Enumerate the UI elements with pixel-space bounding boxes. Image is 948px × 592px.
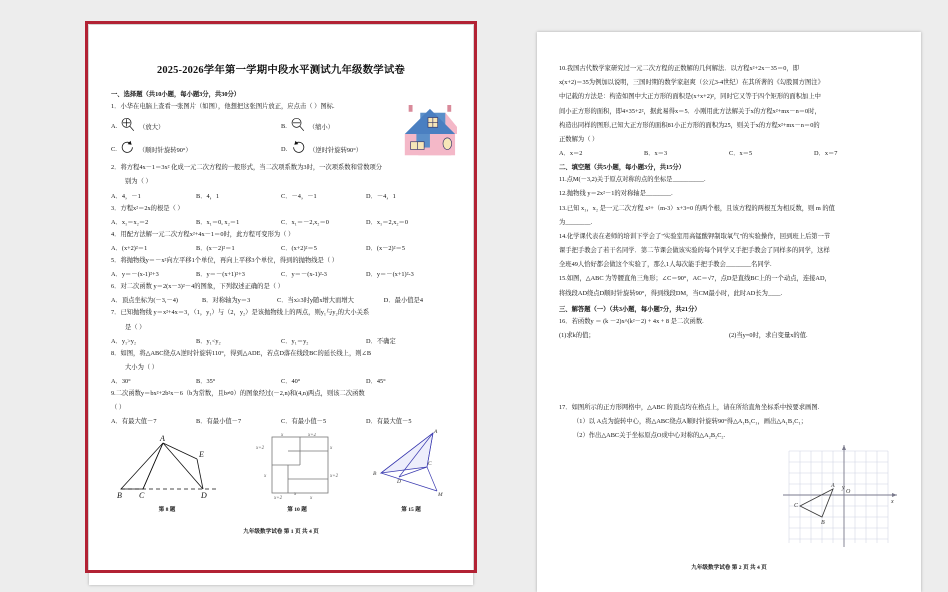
rotate-ccw-icon[interactable] [290,140,306,158]
option-a[interactable]: A．y₁>y₂ [111,337,137,345]
option-d[interactable]: D．有最大值－5 [366,418,412,426]
question-14-line2: 课手把手教会了若干名同学．第二节课会做该实验的每个同学又手把手教会了同样多的同学，这样 [559,247,830,255]
coordinate-grid-figure [781,445,899,549]
option-d[interactable]: D．x₁＝2,x₂＝0 [366,218,408,226]
svg-text:y: y [842,484,845,491]
rotated-house-image [399,103,457,165]
question-16-stem: 16．若函数y ＝ (k －2)x^(k²－2) + 4x + 8 是二次函数. [559,317,704,325]
question-10-line6: 正数解为（ ） [559,135,599,143]
question-9-stem-line1: 9.二次函数y＝bx²+2b²x－6（b为常数，且b≠0）的图象经过(－2,n)和(4,n)两点，则该二次函数 [111,390,365,398]
option-d[interactable]: D．45° [366,378,386,386]
option-d[interactable]: D．不确定 [366,337,396,345]
option-a[interactable]: A．x＝2 [559,150,583,158]
figure-q15 [371,429,451,513]
option-c[interactable]: C．(x+2)²＝5 [281,244,317,252]
option-a[interactable]: A．4，－1 [111,192,141,200]
zoom-out-icon[interactable] [290,117,306,135]
option-c[interactable]: C．40° [281,378,301,386]
question-9-options [111,416,451,425]
section-heading-solve: 三、解答题（一）（共3小题，每小题7分，共21分） [559,305,701,313]
question-7-stem-line1: 7．已知抛物线 y＝x²+4x＝3，（1，y₁）与（2，y₂）是该抛物线上的两点，则y₁与y₂的大小关系 [111,309,370,317]
svg-text:x: x [281,433,284,439]
question-17-part-1: （1）以 A点为旋转中心，将△ABC绕点A顺时针旋转90°得△A₁B₁C₁，画出△A₁B₁C₁； [573,418,808,426]
svg-text:x+2: x+2 [330,474,339,480]
question-6-stem: 6．对二次函数 y＝2(x－3)²－4的图象，下列叙述正确的是（ ） [111,283,284,291]
question-10-line1: 10.我国古代数学家研究过一元二次方程的正数解的几何解法．以方程x²+2x－35＝0，即 [559,65,799,72]
svg-text:C: C [794,502,799,509]
option-a-text: （放大） [139,123,165,131]
option-d[interactable]: D．(x－2)²＝5 [366,244,405,252]
question-3-stem: 3．方程x²＝2x的根是（ ） [111,204,184,212]
option-b-text: （缩小） [308,123,334,131]
svg-text:A: A [434,429,438,436]
option-a[interactable]: A．y＝－(x-1)²+3 [111,271,159,279]
option-d[interactable]: D．最小值是4 [383,297,423,305]
rotate-cw-icon[interactable] [120,140,136,158]
option-d[interactable]: D．y＝－(x+1)²-3 [366,271,414,279]
svg-text:x+2: x+2 [308,433,317,439]
question-17-stem: 17．如图所示的正方形网格中，△ABC 的顶点均在格点上，请在所给直角坐标系中按要求画图. [559,404,820,411]
question-10-line4: 间小正方形的面积，即4×35+2²，据此易得x＝5．小刚用此方法解关于x的方程x²+mx－n＝0时， [559,107,821,115]
question-15-line2: 将线段AD绕点D顺时针旋转90°，得到线段DM，当CM最小时，此时AD长为____. [559,289,783,297]
svg-text:x: x [264,474,267,480]
document-page-1[interactable] [89,25,473,585]
question-10-line2: x(x+2)＝35为例加以说明，三国时期的数学家赵爽（公元3-4世纪）在其所著的《勾股圆方图注》 [559,79,824,87]
svg-text:D: D [397,479,401,486]
question-1-stem: 1．小华在电脑上查看一张图片（如图），他想把这张图片放正，应点击（ ）图标. [111,103,335,110]
question-8-stem-line1: 8．如图，将△ABC绕点A逆时针旋转110°，得到△ADE，若点D落在线段BC的延长线上，则∠B [111,349,372,357]
figure-q10 [254,433,340,513]
question-16-parts [559,330,899,339]
isosceles-right-triangle-figure [371,429,451,499]
option-c-text: （顺时针旋转90°） [138,146,192,154]
option-c[interactable]: C．x＝5 [729,150,753,158]
question-8-options [111,376,451,385]
question-2-stem-line1: 2．将方程4x－1＝3x² 化成一元二次方程的一般形式，当二次项系数为3时，一次项系数和常数项分 [111,164,383,172]
option-b[interactable]: B．(x－2)²＝1 [196,244,235,252]
svg-text:M: M [438,492,443,499]
figure-caption: 第 8 题 [158,507,176,514]
svg-text:x: x [294,492,297,498]
triangle-rotation-figure [111,433,223,499]
option-b[interactable]: B．y＝－(x+1)²+3 [196,271,245,279]
question-10-line5: 构造出同样的图形,已知大正方形的面积81小正方形的面积为25，则关于x的方程x²+mx－n＝0的 [559,121,820,129]
question-11: 11.点M(－3,2)关于原点对称的点的坐标是__________. [559,176,706,184]
option-c[interactable]: C．y₁＝y₂ [281,337,309,345]
question-8-stem-line2: 大小为（ ） [125,363,159,371]
section-heading-fill-blank: 二、填空题（共5小题，每小题3分，共15分） [559,164,685,172]
option-c[interactable]: C．当x≥3时y随x增大而增大 [277,297,354,305]
question-13-line1: 13.已知 x₁，x₂ 是一元二次方程 x²+（m-3）x+3=0 的两个根，且该方程的两根互为相反数，则 m 的值 [559,204,835,212]
option-b[interactable]: B．对称轴为y＝3 [201,297,251,305]
option-a[interactable]: A．x₁＝x₂＝2 [111,218,149,226]
question-17-part-2: （2）作出△ABC关于坐标原点O成中心对称的△A₂B₂C₂. [573,432,726,440]
svg-text:x+2: x+2 [256,446,265,452]
option-c[interactable]: C．有最小值－5 [281,418,327,426]
question-7-stem-line2: 是（ ） [125,323,146,331]
svg-text:x: x [330,446,333,452]
figure-caption: 第 15 题 [401,507,421,514]
figure-q8 [111,433,223,513]
page-2-footer: 九年级数学试卷 第 2 页 共 4 页 [691,564,767,571]
question-6-options [111,295,451,304]
option-d-text: （逆时针旋转90°） [309,146,363,154]
page-title: 2025-2026学年第一学期中段水平测试九年级数学试卷 [156,65,406,76]
option-b[interactable]: B．x＝3 [644,150,668,158]
svg-text:B: B [373,471,377,478]
question-5-options [111,269,451,278]
svg-text:C: C [139,491,145,500]
section-heading-choice: 一、选择题（共10小题，每小题3分，共30分） [111,91,241,98]
option-a[interactable]: A．30° [111,378,131,386]
question-13-line2: 为________. [559,218,593,226]
question-5-stem: 5．将抛物线y＝－x²向左平移1个单位，再向上平移3个单位，得到的抛物线是（ ） [111,256,339,264]
question-4-stem: 4．用配方法解一元二次方程x²+4x－1＝0时，此方程可变形为（ ） [111,230,295,238]
option-a[interactable]: A．顶点坐标为(－3,－4) [111,297,178,305]
option-b[interactable]: B．4，1 [196,192,220,200]
question-3-options [111,217,451,226]
svg-text:D: D [201,491,207,500]
question-16-part-2: (2)当y=0时，求自变量x的值. [729,332,808,339]
question-14-line3: 全班49人恰好都会做这个实验了，那么1人每次能手把手教会________名同学. [559,261,772,269]
option-d-label: D. [281,145,288,153]
svg-text:C: C [428,461,432,468]
question-16-part-1: (1)求k的值； [559,332,595,339]
svg-text:A: A [831,482,835,489]
svg-text:x: x [310,496,313,500]
svg-text:x: x [891,498,894,505]
option-b[interactable]: B．y₁<y₂ [196,337,221,345]
option-a[interactable]: A．有最大值－7 [111,418,157,426]
question-10-options [559,148,899,157]
svg-text:A: A [160,434,165,444]
question-17-figure-wrap [559,445,899,549]
option-a-label: A. [111,122,118,130]
page-1-footer: 九年级数学试卷 第 1 页 共 4 页 [243,529,319,536]
option-b[interactable]: B．x₁＝0, x₂＝1 [196,218,240,226]
option-c-label: C. [111,145,117,153]
question-14-line1: 14.化学课代表在老师的培训下学会了"实验室用高锰酸钾制取氧气"的实验操作，回到班上后第一节 [559,232,831,240]
svg-text:O: O [846,488,851,495]
svg-text:x+2: x+2 [274,496,283,500]
option-b[interactable]: B．35° [196,378,216,386]
question-15-line1: 15.如图，△ABC 为等腰直角三角形；∠C＝90°，AC＝√7，点D是直线BC上的一个动点，连接AD， [559,275,831,283]
nested-squares-figure [254,433,340,499]
question-2-stem-line2: 别为（ ） [125,178,152,186]
svg-text:B: B [117,491,122,500]
option-c[interactable]: C．y＝－(x-1)²-3 [281,271,327,279]
figure-caption: 第 10 题 [287,507,307,514]
option-d[interactable]: D．x＝7 [814,150,838,158]
option-d[interactable]: D．－4，1 [366,192,396,200]
option-c[interactable]: C．－4，－1 [281,192,317,200]
option-b[interactable]: B．有最小值－7 [196,418,242,426]
svg-text:B: B [821,519,825,526]
question-10-line3: 中记载的方法是：构造如图中大正方形的面积是(x+x+2)²，同时它又等于四个矩形的面积加上中 [559,93,821,101]
question-2-options [111,191,451,200]
question-9-stem-line2: （ ） [111,404,126,412]
document-page-2[interactable] [537,32,921,592]
question-4-options [111,243,451,252]
figure-strip [111,429,451,513]
question-12: 12.抛物线 y＝2x²－1的对称轴是________. [559,190,673,198]
option-a[interactable]: A．(x+2)²＝1 [111,244,148,252]
zoom-in-icon[interactable] [120,117,136,135]
svg-text:E: E [199,450,204,460]
option-c[interactable]: C．x₁＝－2,x₂＝0 [281,218,329,226]
option-b-label: B. [281,122,287,130]
question-7-options [111,336,451,345]
